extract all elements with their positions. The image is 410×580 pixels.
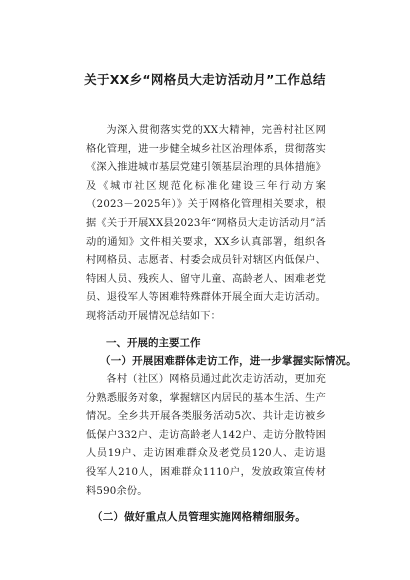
intro-paragraph: 为深入贯彻落实党的XX大精神，完善村社区网格化管理，进一步健全城乡社区治理体系，贯彻落实《深入推进城市基层党建引领基层治理的具体措施》及《城市社区规范化标准化建设三年行动方案（2023－2025年）》关于网格化管理相关要求，根据《关于开展XX县2023年“网格员大走访活动月”活动的通知》文件相关要求，XX乡认真部署，组织各村网格员、志愿者、村委会成员针对辖区内低保户、特困人员、残疾人、留守儿童、高龄老人、困难老党员、退役军人等困难特殊群体开展全面大走访活动。现将活动开展情况总结如下： — [86, 125, 326, 322]
subsection-2-heading: （二）做好重点人员管理实施网格精细服务。 — [92, 511, 306, 523]
subsection-1-paragraph: 各村（社区）网格员通过此次走访活动，更加充分熟悉服务对象，掌握辖区内居民的基本生活、生产情况。全乡共开展各类服务活动5次、共计走访被乡低保户332户、走访高龄老人142户、走访分散特困人员19户、走访困难群众及老党员120人、走访退役军人210人，困难群众1110户，发放政策宣传材料590余份。 — [86, 374, 326, 497]
subsection-1-heading: （一）开展困难群体走访工作，进一步掌握实际情况。 — [100, 355, 357, 367]
document-title: 关于XX乡“网格员大走访活动月”工作总结 — [84, 72, 326, 87]
section-heading: 一、开展的主要工作 — [106, 337, 201, 349]
